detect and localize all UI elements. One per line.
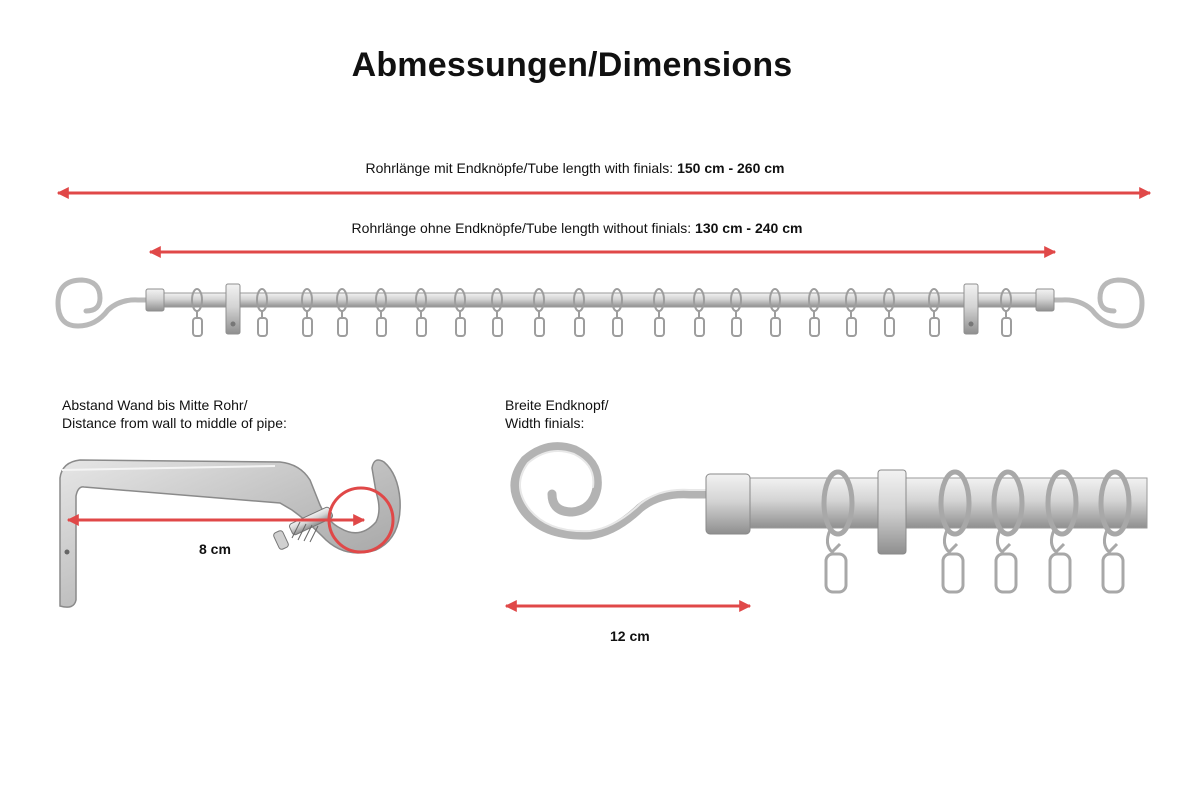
page-title: Abmessungen/Dimensions	[351, 46, 793, 84]
right-end-cap	[1036, 289, 1054, 311]
bracket-distance-value: 8 cm	[199, 541, 231, 557]
curtain-rod	[58, 280, 1142, 336]
tube-without-finials-label	[0, 220, 1154, 236]
end-cap-large	[706, 474, 750, 534]
tube-without-finials-caption: Rohrlänge ohne Endknöpfe/Tube length without finials:	[351, 220, 692, 236]
wall-bracket-closeup	[60, 460, 400, 607]
tube-with-finials-value: 150 cm - 260 cm	[677, 160, 785, 176]
finial-width-caption	[505, 396, 609, 432]
left-end-cap	[146, 289, 164, 311]
bracket-caption-line1: Abstand Wand bis Mitte Rohr/	[62, 397, 248, 413]
right-scroll-finial	[1050, 280, 1142, 326]
tube-with-finials-label	[0, 160, 1150, 176]
bracket-caption-line2: Distance from wall to middle of pipe:	[62, 415, 287, 431]
finial-width-value: 12 cm	[610, 628, 650, 644]
finial-caption-line1: Breite Endknopf/	[505, 397, 609, 413]
finial-closeup	[506, 447, 1147, 606]
rod-tube	[160, 293, 1040, 307]
bracket-distance-caption	[62, 396, 287, 432]
wall-bracket	[60, 460, 400, 607]
bracket-clip	[878, 470, 906, 554]
left-scroll-finial	[58, 280, 150, 326]
tube-without-finials-value: 130 cm - 240 cm	[695, 220, 803, 236]
tube-with-finials-caption: Rohrlänge mit Endknöpfe/Tube length with finials:	[365, 160, 674, 176]
finial-caption-line2: Width finials:	[505, 415, 585, 431]
